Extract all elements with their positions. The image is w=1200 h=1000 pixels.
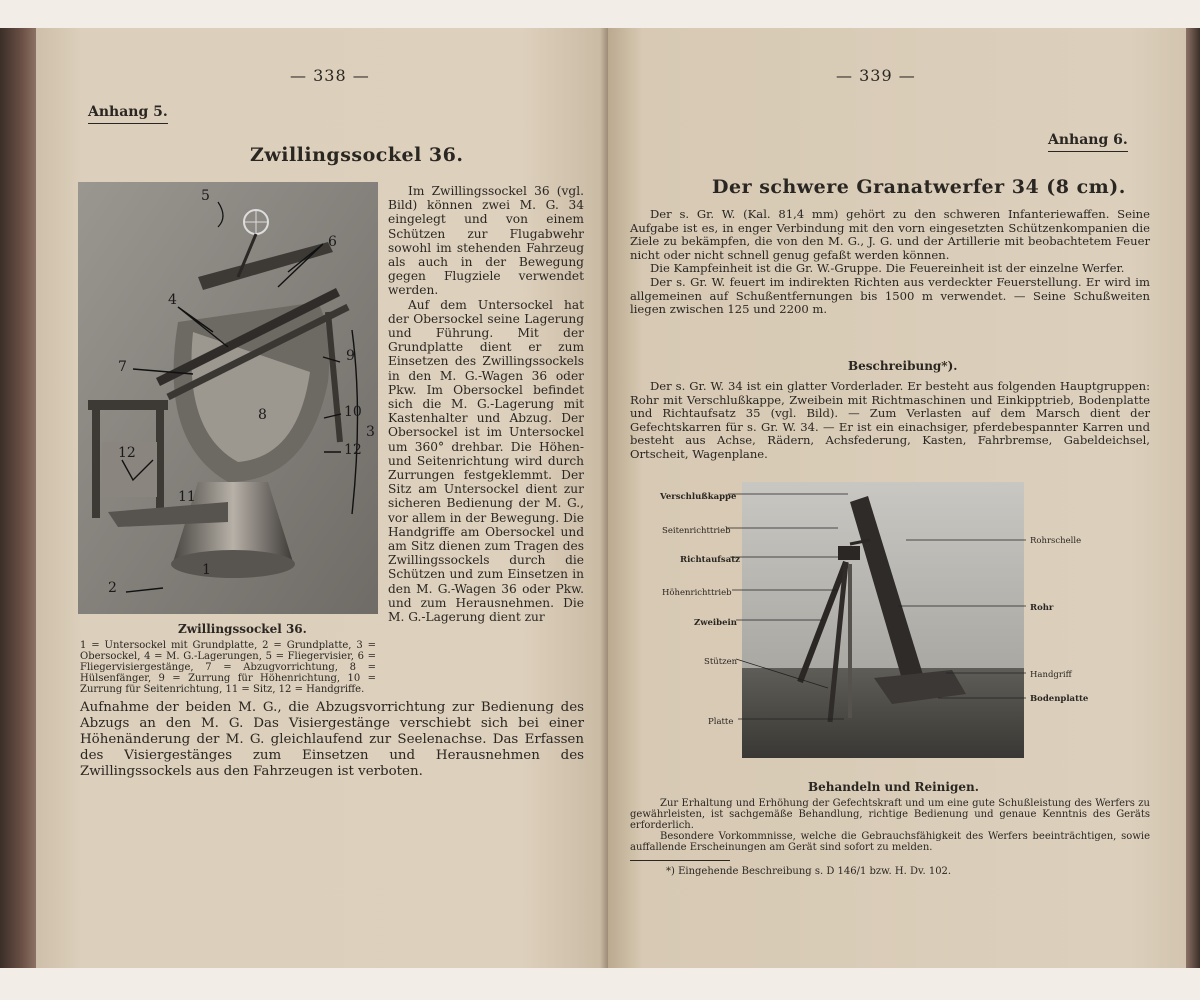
appendix-label-left: Anhang 5.: [88, 104, 168, 124]
section-title-right: Der schwere Granatwerfer 34 (8 cm).: [712, 176, 1126, 198]
care-paragraph-2: Besondere Vorkommnisse, welche die Gebrauchsfähigkeit des Werfers beeinträchtigen, sowie auffallende Erscheinungen am Gerät sind sofort zu melden.: [630, 831, 1150, 853]
footnote: *) Eingehende Beschreibung s. D 146/1 bzw. H. Dv. 102.: [666, 866, 952, 877]
photo-label-10: 10: [344, 404, 362, 420]
label-stuetzen: Stützen: [704, 657, 738, 667]
intro-paragraph-3: Der s. Gr. W. feuert im indirekten Richten aus verdeckter Feuerstellung. Er wird im allgemeinen auf Schußentfernungen bis 1500 m verwendet. — Seine Schußweiten liegen zwischen 125 und 2200 m.: [630, 274, 1150, 317]
care-paragraph-1: Zur Erhaltung und Erhöhung der Gefechtskraft und um eine gute Schußleistung des Werfers zu gewährleisten, ist sachgemäße Behandlung, richtige Bedienung und genaue Kenntnis des Geräts erforderlich.: [630, 798, 1150, 831]
photo-label-4: 4: [168, 292, 177, 308]
photo-caption-legend: 1 = Untersockel mit Grundplatte, 2 = Grundplatte, 3 = Obersockel, 4 = M. G.-Lagerungen, 5 = Fliegervisier, 6 = Fliegervisiergestänge, 7 = Abzugvorrichtung, 8 = Hülsenfänger, 9 = Zurrung für Höhenrichtung, 10 = Zurrung für Seitenrichtung, 11 = Sitz, 12 = Handgriffe.: [80, 640, 376, 695]
right-page: [608, 28, 1186, 968]
book-edge-left: [0, 28, 36, 970]
side-column-text: [388, 184, 584, 624]
photo-label-11: 11: [178, 489, 196, 505]
photo-label-7: 7: [118, 359, 127, 375]
label-rohr: Rohr: [1030, 603, 1054, 613]
label-handgriff: Handgriff: [1030, 670, 1072, 680]
left-page: [36, 28, 608, 968]
bottom-paragraph-left: Aufnahme der beiden M. G., die Abzugsvorrichtung zur Bedienung des Abzugs an den M. G. Das Visiergestänge verschiebt sich bei einer Höhenänderung der M. G. gleichlaufend zur Seelenachse. Das Erfassen des Visiergestänges zum Einsetzen und Herausnehmen des Zwillingssockels aus den Fahrzeugen ist verboten.: [80, 700, 584, 779]
appendix-label-right: Anhang 6.: [1048, 132, 1128, 152]
label-hoehenrichttrieb: Höhenrichttrieb: [662, 588, 732, 598]
photo-caption-title: Zwillingssockel 36.: [178, 622, 307, 636]
label-richtaufsatz: Richtaufsatz: [680, 555, 740, 565]
page-number-right: — 339 —: [836, 66, 916, 85]
twin-mount-photo: [78, 182, 378, 614]
care-text: [630, 798, 1150, 853]
label-verschlusskappe: Verschlußkappe: [660, 492, 737, 502]
photo-label-12a: 12: [118, 445, 136, 461]
page-number-left: — 338 —: [290, 66, 370, 85]
photo-label-8: 8: [258, 407, 267, 423]
photo-label-3: 3: [366, 424, 375, 440]
side-paragraph-2: Auf dem Untersockel hat der Obersockel seine Lagerung und Führung. Mit der Grundplatte dient er zum Einsetzen des Zwillingssockels in den M. G.-Wagen 36 oder Pkw. Im Obersockel befindet sich die M. G.-Lagerung mit Kastenhalter und Abzug. Der Obersockel ist im Untersockel um 360° drehbar. Die Höhen- und Seitenrichtung wird durch Zurrungen festgeklemmt. Der Sitz am Untersockel dient zur sicheren Bedienung der M. G., vor allem in der Bewegung. Die Handgriffe am Obersockel und am Sitz dienen zum Tragen des Zwillingssockels durch die Schützen und zum Einsetzen in den M. G.-Wagen 36 oder Pkw. und zum Herausnehmen. Die M. G.-Lagerung dient zur: [388, 297, 584, 625]
label-seitenrichttrieb: Seitenrichttrieb: [662, 526, 731, 536]
side-paragraph-1: Im Zwillingssockel 36 (vgl. Bild) können zwei M. G. 34 eingelegt und von einem Schützen zur Flugabwehr sowohl im stehenden Fahrzeug als auch in der Bewegung gegen Flugziele verwendet werden.: [388, 184, 584, 298]
photo-label-5: 5: [201, 188, 210, 204]
photo-label-6: 6: [328, 234, 337, 250]
intro-paragraph-2: Die Kampfeinheit ist die Gr. W.-Gruppe. Die Feuereinheit ist der einzelne Werfer.: [650, 261, 1125, 276]
label-bodenplatte: Bodenplatte: [1030, 694, 1089, 704]
photo-label-9: 9: [346, 348, 355, 364]
description-heading: Beschreibung*).: [848, 359, 958, 373]
section-title-left: Zwillingssockel 36.: [250, 144, 464, 166]
description-paragraph: Der s. Gr. W. 34 ist ein glatter Vorderlader. Er besteht aus folgenden Hauptgruppen: Rohr mit Verschlußkappe, Zweibein mit Richtmaschinen und Einkipptrieb, Bodenplatte und Richtaufsatz 35 (vgl. Bild). — Zum Verlasten auf dem Marsch dient der Gefechtskarren für s. Gr. W. 34. — Er ist ein einachsiger, pferdebespannter Karren und besteht aus Achse, Rädern, Achsfederung, Kasten, Fahrbremse, Gabeldeichsel, Ortscheit, Wagenplane.: [630, 379, 1150, 461]
book-edge-right: [1186, 28, 1200, 970]
footnote-rule: [630, 860, 730, 861]
bottom-background: [0, 968, 1200, 1000]
top-background: [0, 0, 1200, 28]
label-platte: Platte: [708, 717, 734, 727]
care-heading: Behandeln und Reinigen.: [808, 780, 979, 794]
intro-paragraph-1: Der s. Gr. W. (Kal. 81,4 mm) gehört zu den schweren Infanteriewaffen. Seine Aufgabe ist es, in enger Verbindung mit den vorn eingesetzten Schützenkompanien die Ziele zu bekämpfen, die von den M. G., J. G. und der Artillerie mit beobachtetem Feuer nicht oder nicht schnell genug gefaßt werden können.: [630, 207, 1150, 262]
label-zweibein: Zweibein: [694, 618, 737, 628]
photo-label-2: 2: [108, 580, 117, 596]
photo-label-12b: 12: [344, 442, 362, 458]
photo-label-1: 1: [202, 562, 211, 578]
label-rohrschelle: Rohrschelle: [1030, 536, 1082, 546]
